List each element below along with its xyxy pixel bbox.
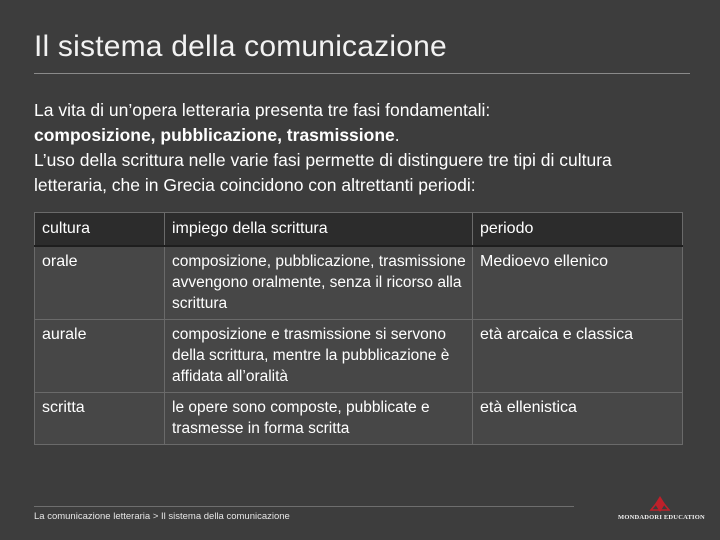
table-header-row [35,213,683,247]
title-divider [34,73,690,74]
footer-divider [34,506,574,507]
column-header-cultura: cultura [35,213,165,247]
cell-periodo: età ellenistica [473,393,683,445]
publisher-logo [618,496,705,524]
cell-impiego: composizione e trasmissione si servono della scrittura, mentre la pubblicazione è affidata all’oralità [165,320,473,393]
cell-cultura: scritta [35,393,165,445]
column-header-periodo: periodo [473,213,683,247]
cell-impiego: composizione, pubblicazione, trasmissione avvengono oralmente, senza il ricorso alla scrittura [165,246,473,320]
intro-period: . [394,125,400,145]
intro-bold-phrase: composizione, pubblicazione, trasmissione [34,125,395,145]
table-row [35,246,683,320]
culture-table [34,212,683,445]
table-row [35,393,683,445]
logo-text: MONDADORI EDUCATION [618,514,705,521]
cell-impiego: le opere sono composte, pubblicate e trasmesse in forma scritta [165,393,473,445]
footer-breadcrumb: La comunicazione letteraria > Il sistema della comunicazione [34,511,290,522]
cell-cultura: orale [35,246,165,320]
column-header-impiego: impiego della scrittura [165,213,473,247]
page-title: Il sistema della comunicazione [34,30,447,63]
cell-periodo: età arcaica e classica [473,320,683,393]
intro-line-2: L’uso della scrittura nelle varie fasi permette di distinguere tre tipi di cultura letteraria, che in Grecia coincidono con altrettanti periodi: [34,150,612,195]
cell-cultura: aurale [35,320,165,393]
intro-text: La vita di un’opera letteraria presenta tre fasi fondamentali: [34,100,491,120]
mondadori-rose-icon [649,496,671,512]
cell-periodo: Medioevo ellenico [473,246,683,320]
intro-line-1 [34,98,684,148]
intro-paragraph [34,98,684,198]
table-row [35,320,683,393]
